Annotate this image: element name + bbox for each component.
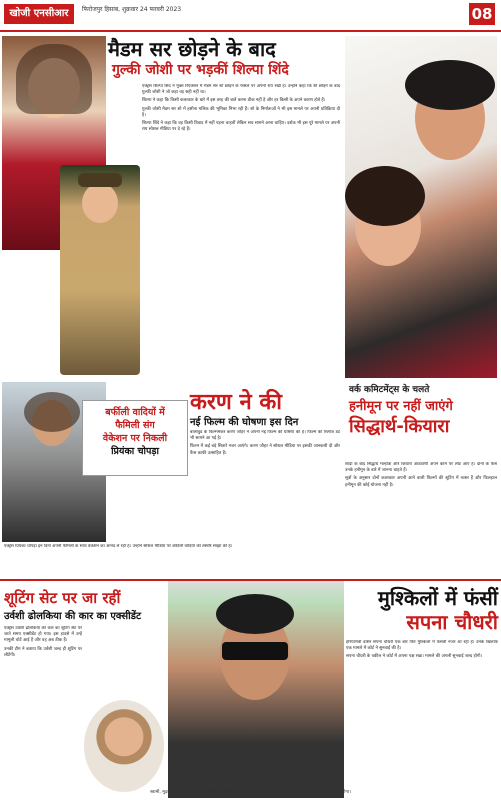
kiara-headline-box <box>345 380 497 460</box>
masthead <box>0 0 501 32</box>
urvashi-subheadline: उर्वशी ढोलकिया की कार का एक्सीडेंट <box>4 611 142 622</box>
shilpa-headline: मैडम सर छोड़ने के बाद <box>108 37 276 61</box>
kiara-subheadline: सिद्धार्थ-कियारा <box>349 416 450 437</box>
kiara-paragraph: सूत्रों के अनुसार दोनों कलाकार अपनी आने वाली फिल्मों की शूटिंग में व्यस्त हैं और फिलहाल हनीमून की कोई योजना नहीं है। <box>345 476 497 488</box>
urvashi-article <box>4 626 82 786</box>
shilpa-paragraph: एक्ट्रेस शिल्पा शिंदे ने मुक्त रिएक्शन में मैडम सर शो छोड़ने के फैसले पर अपनी राय रखी है। उन्होंने कहा कि शो छोड़ने के बाद गुल्की जोशी ने जो कहा वह सही नहीं था। <box>142 84 340 96</box>
priyanka-headline-line: फैमिली संग <box>115 420 155 431</box>
urvashi-paragraph: एक्ट्रेस उर्वशी ढोलकिया की कार का शूटिंग सेट पर जाते समय एक्सीडेंट हो गया। इस हादसे में उन्हें मामूली चोटें आई हैं और वह अब ठीक हैं। <box>4 626 82 644</box>
kiara-paragraph: शादी के बाद सिद्धार्थ मल्होत्रा और कियारा आडवाणी अपने काम पर लौट आए हैं। दोनों के फैंस उनके हनीमून के बारे में जानना चाहते हैं। <box>345 462 497 474</box>
sapna-paragraph: हरियाणवी डांसर सपना चौधरी एक बार फिर मुश्किलों में फंसती नजर आ रही हैं। उनके खिलाफ एक मामले में कोर्ट ने सुनवाई की है। <box>346 640 498 652</box>
shilpa-paragraph: शिल्पा ने कहा कि किसी कलाकार के बारे में इस तरह की बातें करना ठीक नहीं है और हर किसी के अपने कारण होते हैं। <box>142 98 326 104</box>
karan-photo <box>168 580 344 798</box>
kiara-headline: हनीमून पर नहीं जाएंगे <box>349 399 453 414</box>
urvashi-photo <box>84 700 164 792</box>
urvashi-paragraph: उनकी टीम ने बताया कि उर्वशी जल्द ही शूटिंग पर लौटेंगी। <box>4 646 82 658</box>
footer-imprint: स्वामी, मुद्रक एवं प्रकाशक द्वारा प्रकाशित एवं मुद्रित। संपादक: फिरोजपुर हिसाब। सभी विवादों का न्याय क्षेत्र फिरोजपुर होगा। <box>150 790 351 795</box>
sapna-subheadline: सपना चौधरी <box>406 610 498 634</box>
priyanka-paragraph: एक्ट्रेस प्रियंका चोपड़ा इन दिनों अपनी फैमिली के साथ वेकेशन का आनंद ले रही हैं। उन्होंने सोशल मीडिया पर बर्फीली वादियों की तस्वीरें साझा की हैं। <box>4 544 233 549</box>
sapna-headline: मुश्किलों में फंसीं <box>377 586 498 610</box>
kiara-kicker: वर्क कमिटमेंट्स के चलते <box>349 385 430 395</box>
dateline: फिरोजपुर हिसाब, शुक्रवार 24 फरवरी 2023 <box>82 6 182 13</box>
karan-paragraph: बॉलीवुड के फिल्ममेकर करण जौहर ने अपनी नई फिल्म की घोषणा की है। फिल्म की रिलीज डेट भी सामने आ गई है। <box>190 430 340 442</box>
karan-article <box>190 430 340 540</box>
karan-headline: करण ने की <box>190 390 282 415</box>
sidharth-kiara-photo <box>345 36 497 378</box>
shilpa-article <box>108 84 340 364</box>
page-number: 08 <box>469 3 495 25</box>
priyanka-headline-line: प्रियंका चोपड़ा <box>111 446 159 457</box>
karan-subheadline: नई फिल्म की घोषणा इस दिन <box>190 417 299 428</box>
sapna-paragraph: सपना चौधरी के वकील ने कोर्ट में अपना पक्ष रखा। मामले की अगली सुनवाई जल्द होगी। <box>346 654 483 660</box>
priyanka-headline-line: वेकेशन पर निकली <box>102 433 168 444</box>
shilpa-subheadline: गुल्की जोशी पर भड़कीं शिल्पा शिंदे <box>112 62 289 78</box>
priyanka-article <box>4 544 254 578</box>
sapna-article <box>346 640 498 790</box>
urvashi-headline: शूटिंग सेट पर जा रहीं <box>4 589 121 607</box>
shilpa-paragraph: गुल्की जोशी मैडम सर शो में हसीना मलिक की भूमिका निभा रही हैं। शो के निर्माताओं ने भी इस मामले पर अपनी प्रतिक्रिया दी है। <box>142 106 340 118</box>
section-label: खोजी एनसीआर <box>4 4 74 24</box>
karan-paragraph: फिल्म में कई बड़े सितारे नजर आएंगे। करण जौहर ने सोशल मीडिया पर इसकी जानकारी दी और फैंस काफी उत्साहित हैं। <box>190 444 340 456</box>
shilpa-paragraph: शिल्पा शिंदे ने कहा कि वह किसी विवाद में नहीं पड़ना चाहतीं लेकिन सच सामने आना चाहिए। दर्शक भी इस पूरे मामले पर अपनी राय सोशल मीडिया पर दे रहे हैं। <box>142 121 340 133</box>
priyanka-headline-line: बर्फीली वादियों में <box>105 407 165 418</box>
kiara-article <box>345 462 497 580</box>
divider <box>0 579 501 581</box>
priyanka-headline-box <box>82 400 188 476</box>
